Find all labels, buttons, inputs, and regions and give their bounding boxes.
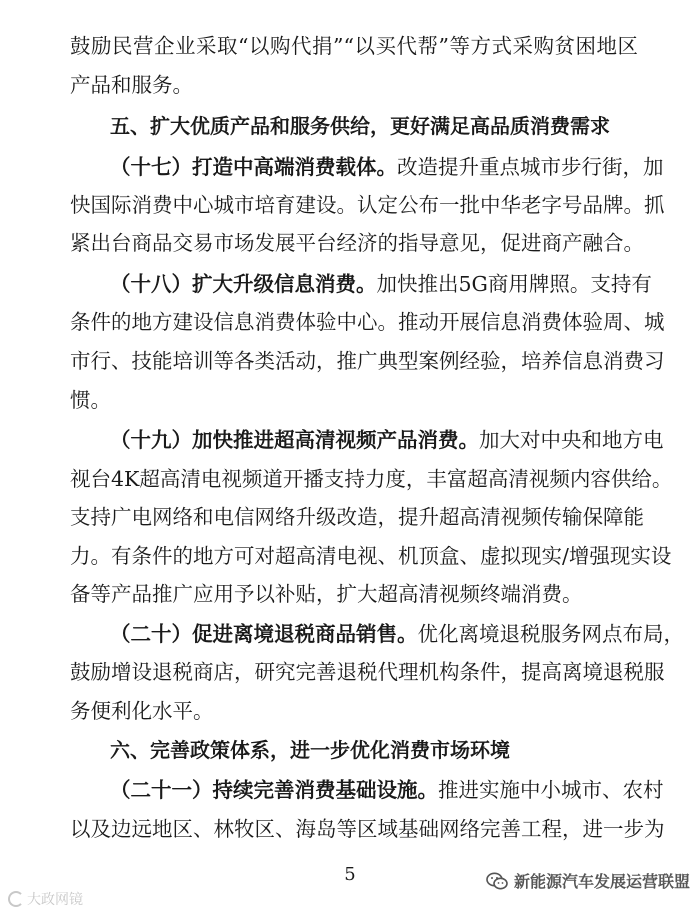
item-lead-title: （二十一）持续完善消费基础设施。: [110, 778, 438, 802]
line-text: 产品和服务。: [70, 73, 193, 97]
section-heading: [110, 114, 610, 138]
wechat-account-watermark: [486, 869, 690, 892]
item-lead-title: （十九）加快推进超高清视频产品消费。: [110, 428, 479, 452]
text-line: [70, 660, 665, 684]
text-line: [70, 467, 673, 491]
text-line: [70, 193, 665, 217]
line-text: 快国际消费中心城市培育建设。认定公布一批中华老字号品牌。抓: [70, 193, 665, 217]
line-text: 备等产品推广应用予以补贴，扩大超高清视频终端消费。: [70, 582, 583, 606]
section-heading: [110, 738, 510, 762]
item-lead-title: （十七）打造中高端消费载体。: [110, 155, 397, 179]
line-text: 推进实施中小城市、农村: [438, 778, 664, 802]
text-line: [70, 388, 638, 412]
line-text: 加大对中央和地方电: [479, 428, 664, 452]
line-text: 支持广电网络和电信网络升级改造，提升超高清视频传输保障能: [70, 505, 644, 529]
text-line: [110, 622, 684, 646]
text-line: [70, 699, 638, 723]
source-watermark: [8, 889, 83, 909]
text-line: [110, 272, 652, 296]
item-lead-title: （二十）促进离境退税商品销售。: [110, 622, 418, 646]
text-line: [70, 73, 638, 97]
watermark-logo-icon: [8, 891, 24, 907]
wechat-icon: [486, 872, 508, 890]
text-line: [70, 349, 665, 373]
watermark-right-text: 新能源汽车发展运营联盟: [513, 872, 690, 891]
text-line: [70, 817, 665, 841]
line-text: 务便利化水平。: [70, 699, 214, 723]
line-text: 以及边远地区、林牧区、海岛等区域基础网络完善工程，进一步为: [70, 817, 665, 841]
page-number: 5: [344, 864, 356, 885]
line-text: 改造提升重点城市步行街，加: [397, 155, 664, 179]
line-text: 优化离境退税服务网点布局，: [417, 622, 684, 646]
text-line: [70, 310, 665, 334]
text-line: [70, 544, 672, 568]
line-text: 紧出台商品交易市场发展平台经济的指导意见，促进商产融合。: [70, 231, 644, 255]
line-text: 条件的地方建设信息消费体验中心。推动开展信息消费体验周、城: [70, 310, 665, 334]
line-text: 惯。: [70, 388, 111, 412]
watermark-left-text: 大政网镜: [27, 892, 83, 908]
text-line: [70, 34, 638, 58]
line-text: 五、扩大优质产品和服务供给，更好满足高品质消费需求: [110, 114, 610, 138]
line-text: 加快推出5G商用牌照。支持有: [376, 272, 652, 296]
line-text: 鼓励增设退税商店，研究完善退税代理机构条件，提高离境退税服: [70, 660, 665, 684]
text-line: [110, 778, 664, 802]
text-line: [70, 505, 644, 529]
line-text: 六、完善政策体系，进一步优化消费市场环境: [110, 738, 510, 762]
item-lead-title: （十八）扩大升级信息消费。: [110, 272, 377, 296]
line-text: 市行、技能培训等各类活动，推广典型案例经验，培养信息消费习: [70, 349, 665, 373]
text-line: [110, 428, 664, 452]
text-line: [70, 231, 644, 255]
line-text: 力。有条件的地方可对超高清电视、机顶盒、虚拟现实/增强现实设: [70, 544, 672, 568]
text-line: [70, 582, 638, 606]
line-text: 鼓励民营企业采取“以购代捐”“以买代帮”等方式采购贫困地区: [70, 34, 638, 58]
line-text: 视台4K超高清电视频道开播支持力度，丰富超高清视频内容供给。: [70, 467, 673, 491]
text-line: [110, 155, 664, 179]
